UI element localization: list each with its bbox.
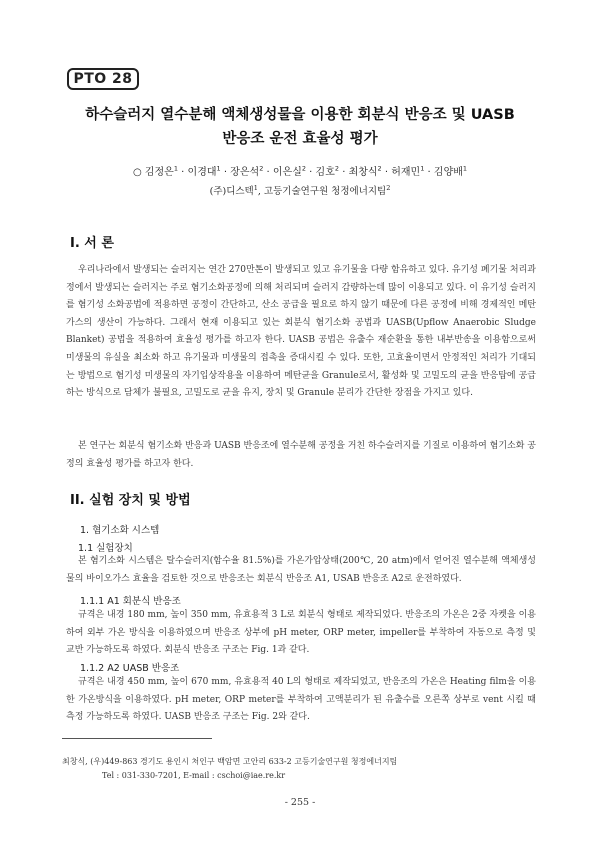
section-heading-intro: I. 서 론: [70, 236, 114, 251]
author: [315, 164, 340, 178]
section-heading-methods: II. 실험 장치 및 방법: [70, 493, 191, 508]
author-affiliation-sup: 1: [173, 164, 178, 173]
author-separator: ·: [177, 167, 188, 178]
author: [433, 164, 468, 178]
methods-paragraph: 본 혐기소화 시스템은 탈수슬러지(함수율 81.5%)를 가온가압상태(200℃, 20 atm)에서 얻어진 열수분해 액체생성물의 바이오가스 효율을 검토한 것으로 반응조는 회분식 반응조 A1, USAB 반응조 A2로 운전하였다.: [66, 556, 536, 584]
author-separator: ·: [263, 167, 273, 178]
subsection-heading: 1.1 실험장치: [78, 543, 133, 554]
footnote-address: 최창식, (우)449-863 경기도 용인시 처인구 백암면 고안리 633-2 고등기술연구원 청정에너지팀: [62, 757, 398, 766]
author: [132, 164, 178, 178]
affiliation-sup: 1: [253, 183, 258, 192]
session-badge: PTO 28: [67, 68, 139, 90]
methods-paragraph: 규격은 내경 180 mm, 높이 350 mm, 유효용적 3 L로 회분식 형태로 제작되었다. 반응조의 가온은 2중 자켓을 이용하여 외부 가온 방식을 이용하였으며 반응조 상부에 pH meter, ORP meter, impeller를 부착하여 자동으로 측정 및 교반 가능하도록 하였다. 회분식 반응조 구조는 Fig. 1과 같다.: [66, 610, 536, 656]
title-line-2: 반응조 운전 효율성 평가: [222, 131, 378, 147]
author-name: ○ 김정은: [132, 167, 174, 178]
subsection-heading: 1.1.1 A1 회분식 반응조: [80, 596, 181, 607]
affiliation-sup: 2: [386, 183, 391, 192]
author: [348, 164, 382, 178]
author-affiliation-sup: 1: [420, 164, 425, 173]
author-affiliation-sup: 2: [334, 164, 340, 173]
author-separator: ·: [339, 167, 349, 178]
affiliation-institute: , 고등기술연구원 청정에너지팀: [257, 186, 387, 197]
author-list: [60, 163, 540, 178]
affiliation-company: (주)디스텍: [209, 186, 254, 197]
author-separator: ·: [381, 167, 392, 178]
subsection-heading: 1. 혐기소화 시스템: [80, 525, 160, 536]
author-name: 김호: [315, 167, 335, 178]
intro-paragraph-2: 본 연구는 회분식 혐기소화 반응과 UASB 반응조에 열수분해 공정을 거친 하수슬러지를 기질로 이용하여 혐기소화 공정의 효율성 평가를 하고자 한다.: [66, 441, 536, 469]
author-name: 이경대: [187, 167, 217, 178]
author-separator: ·: [306, 167, 316, 178]
author-name: 최창식: [348, 167, 378, 178]
methods-paragraph: 규격은 내경 450 mm, 높이 670 mm, 유효용적 40 L의 형태로 제작되었고, 반응조의 가온은 Heating film을 이용한 가온방식을 이용하였다. pH meter, ORP meter를 부착하여 고액분리가 된 유출수를 오른쪽 상부로 vent 시킬 때 측정 가능하도록 하였다. UASB 반응조 구조는 Fig. 2와 같다.: [66, 677, 536, 723]
author-separator: ·: [424, 167, 434, 178]
author-affiliation-sup: 1: [216, 164, 221, 173]
author: [230, 164, 264, 178]
author-affiliation-sup: 1: [462, 164, 468, 173]
author: [187, 164, 221, 178]
affiliation: [60, 183, 540, 197]
footnote-contact: Tel : 031-330-7201, E-mail : cschoi@iae.re.kr: [102, 771, 286, 780]
intro-paragraph-1: 우리나라에서 발생되는 슬러지는 연간 270만톤이 발생되고 있고 유기물을 다량 함유하고 있다. 유기성 폐기물 처리과정에서 발생되는 슬러지는 주로 혐기소화공정에 의해 처리되며 슬러지 감량하는데 많이 이용되고 있다. 이 유기성 슬러지를 혐기성 소화공법에 적용하면 공정이 간단하고, 산소 공급을 필요로 하지 않기 때문에 다른 공정에 비해 경제적인 메탄가스의 생산이 가능하다. 그래서 현재 이용되고 있는 회분식 혐기소화 공법과 UASB(Upflow Anaerobic Sludge Blanket) 공법을 적용하여 효율성 평가를 하고자 한다. UASB 공법은 유출수 재순환을 통한 내부반송을 이용함으로써 미생물의 유실을 최소화 하고 유기물과 미생물의 접촉을 증대시킬 수 있다. 또한, 고효율이면서 안정적인 처리가 기대되는 방법으로 혐기성 미생물의 자기입상작용을 이용하여 메탄균을 Granule로서, 활성화 및 고밀도의 균을 반응탑에 공급하는 방식으로 담체가 불필요, 고밀도로 균을 유지, 장치 및 Granule 분리가 간단한 장점을 가지고 있다.: [66, 265, 536, 399]
author-name: 장은석: [230, 167, 260, 178]
subsection-heading: 1.1.2 A2 UASB 반응조: [80, 663, 180, 674]
author: [272, 164, 306, 178]
author: [391, 164, 425, 178]
title-line-1: 하수슬러지 열수분해 액체생성물을 이용한 회분식 반응조 및 UASB: [85, 107, 515, 123]
author-name: 김양배: [433, 167, 463, 178]
footnote-divider: [62, 738, 212, 739]
page-number: - 255 -: [284, 797, 316, 808]
author-affiliation-sup: 2: [301, 164, 306, 173]
author-affiliation-sup: 2: [259, 164, 264, 173]
author-name: 이은실: [272, 167, 302, 178]
author-name: 허재민: [391, 167, 421, 178]
paper-title: [60, 103, 540, 151]
author-affiliation-sup: 2: [377, 164, 382, 173]
author-separator: ·: [220, 167, 231, 178]
